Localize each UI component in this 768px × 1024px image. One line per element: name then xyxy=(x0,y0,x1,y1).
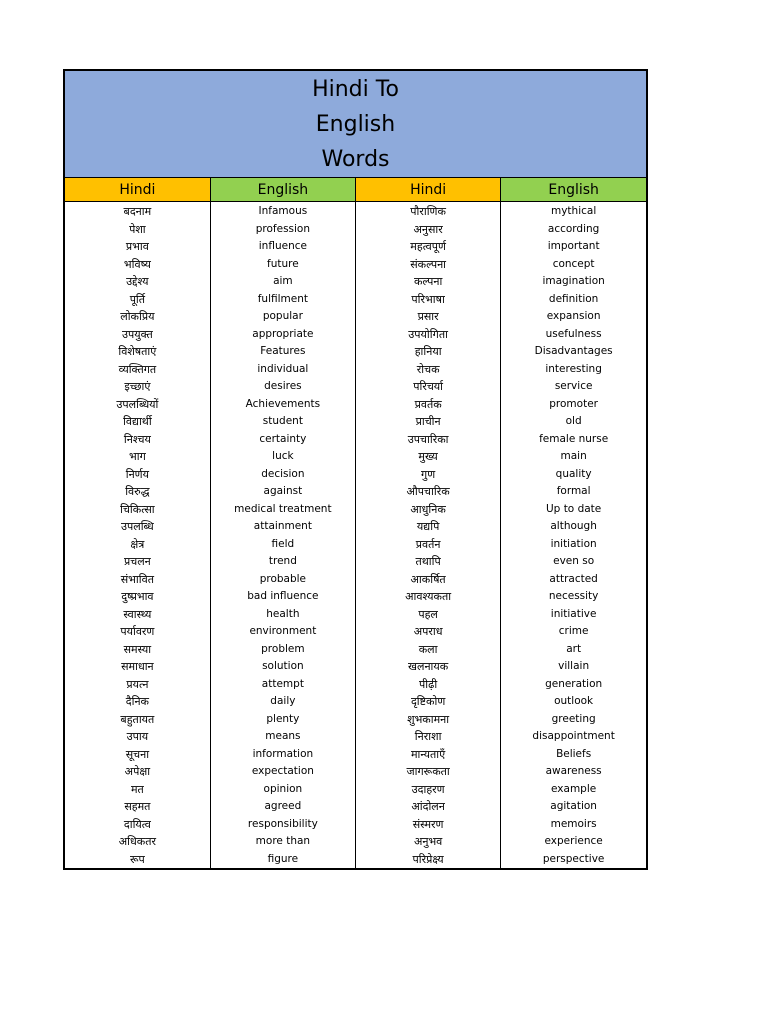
english-word-1: popular xyxy=(210,308,355,326)
hindi-word-1: सूचना xyxy=(125,747,150,761)
english-word-1: certainty xyxy=(210,431,355,449)
hindi-word-1: इच्छाएं xyxy=(124,380,151,394)
table-row xyxy=(65,851,646,869)
hindi-word-2: परिचर्या xyxy=(356,378,501,396)
english-word-2: old xyxy=(501,413,646,431)
hindi-word-2: प्रसार xyxy=(356,308,501,326)
hindi-word-2: जागरूकता xyxy=(356,763,501,781)
hindi-word-1: विरुद्ध xyxy=(125,485,150,499)
column-header-english-1: English xyxy=(210,178,355,202)
english-word-2: Beliefs xyxy=(501,746,646,764)
english-word-2: art xyxy=(501,641,646,659)
hindi-word-2: अपराध xyxy=(356,623,501,641)
english-word-1: responsibility xyxy=(210,816,355,834)
table-row xyxy=(65,833,646,851)
hindi-word-1: समस्या xyxy=(123,642,152,656)
hindi-word-1: उपलब्धि xyxy=(120,520,154,534)
table-row xyxy=(65,728,646,746)
hindi-word-2: पौराणिक xyxy=(356,202,501,221)
title-line-1: Hindi To xyxy=(312,76,399,102)
english-word-2: imagination xyxy=(501,273,646,291)
english-word-2: perspective xyxy=(501,851,646,869)
table-row xyxy=(65,202,646,221)
english-word-2: mythical xyxy=(501,202,646,221)
english-word-1: student xyxy=(210,413,355,431)
hindi-word-2: महत्वपूर्ण xyxy=(356,238,501,256)
header-row xyxy=(65,178,646,202)
hindi-word-1: मत xyxy=(130,782,144,796)
english-word-1: solution xyxy=(210,658,355,676)
hindi-word-1: प्रयत्न xyxy=(126,677,149,691)
hindi-word-1: भविष्य xyxy=(123,257,151,271)
hindi-word-1: अधिकतर xyxy=(118,835,156,849)
hindi-word-2: मुख्य xyxy=(356,448,501,466)
english-word-2: Disadvantages xyxy=(501,343,646,361)
title-line-3: Words xyxy=(321,146,390,172)
english-word-2: female nurse xyxy=(501,431,646,449)
table-row xyxy=(65,238,646,256)
english-word-2: attracted xyxy=(501,571,646,589)
english-word-1: decision xyxy=(210,466,355,484)
hindi-word-1: स्वास्थ्य xyxy=(123,607,152,621)
hindi-word-1: प्रभाव xyxy=(125,240,149,254)
english-word-1: problem xyxy=(210,641,355,659)
english-word-2: quality xyxy=(501,466,646,484)
hindi-word-2: उदाहरण xyxy=(356,781,501,799)
english-word-1: individual xyxy=(210,361,355,379)
hindi-word-2: दृष्टिकोण xyxy=(356,693,501,711)
english-word-2: generation xyxy=(501,676,646,694)
english-word-1: environment xyxy=(210,623,355,641)
word-table xyxy=(65,178,646,868)
table-row xyxy=(65,746,646,764)
table-row xyxy=(65,781,646,799)
english-word-2: concept xyxy=(501,256,646,274)
english-word-1: information xyxy=(210,746,355,764)
hindi-word-1: विद्यार्थी xyxy=(123,415,152,429)
hindi-word-1: उपयुक्त xyxy=(121,327,153,341)
english-word-2: initiation xyxy=(501,536,646,554)
table-row xyxy=(65,291,646,309)
english-word-2: service xyxy=(501,378,646,396)
hindi-word-1: लोकप्रिय xyxy=(120,310,155,324)
title-banner xyxy=(65,71,646,178)
hindi-word-2: परिभाषा xyxy=(356,291,501,309)
english-word-2: although xyxy=(501,518,646,536)
english-word-2: greeting xyxy=(501,711,646,729)
table-row xyxy=(65,693,646,711)
english-word-1: more than xyxy=(210,833,355,851)
hindi-word-2: उपचारिका xyxy=(356,431,501,449)
table-row xyxy=(65,606,646,624)
english-word-1: trend xyxy=(210,553,355,571)
english-word-1: figure xyxy=(210,851,355,869)
column-header-hindi-1: Hindi xyxy=(65,178,210,202)
table-row xyxy=(65,378,646,396)
english-word-1: opinion xyxy=(210,781,355,799)
hindi-word-2: कल्पना xyxy=(356,273,501,291)
hindi-word-1: उपाय xyxy=(126,730,149,744)
table-row xyxy=(65,711,646,729)
english-word-2: awareness xyxy=(501,763,646,781)
hindi-word-1: पूर्ति xyxy=(129,292,146,306)
english-word-2: initiative xyxy=(501,606,646,624)
english-word-2: villain xyxy=(501,658,646,676)
english-word-1: bad influence xyxy=(210,588,355,606)
hindi-word-1: निर्णय xyxy=(125,467,150,481)
english-word-1: influence xyxy=(210,238,355,256)
english-word-2: even so xyxy=(501,553,646,571)
english-word-1: aim xyxy=(210,273,355,291)
table-row xyxy=(65,448,646,466)
english-word-2: necessity xyxy=(501,588,646,606)
english-word-1: daily xyxy=(210,693,355,711)
hindi-word-2: औपचारिक xyxy=(356,483,501,501)
english-word-2: formal xyxy=(501,483,646,501)
hindi-word-2: गुण xyxy=(356,466,501,484)
hindi-word-2: रोचक xyxy=(356,361,501,379)
table-row xyxy=(65,361,646,379)
english-word-1: probable xyxy=(210,571,355,589)
hindi-word-1: दैनिक xyxy=(125,695,149,709)
hindi-word-2: प्राचीन xyxy=(356,413,501,431)
english-word-1: future xyxy=(210,256,355,274)
hindi-word-2: अनुभव xyxy=(356,833,501,851)
hindi-word-1: निश्चय xyxy=(123,432,151,446)
english-word-1: profession xyxy=(210,221,355,239)
english-word-1: expectation xyxy=(210,763,355,781)
table-row xyxy=(65,343,646,361)
table-row xyxy=(65,588,646,606)
hindi-word-2: आंदोलन xyxy=(356,798,501,816)
hindi-word-1: सहमत xyxy=(124,800,151,814)
english-word-1: against xyxy=(210,483,355,501)
table-row xyxy=(65,221,646,239)
english-word-1: Achievements xyxy=(210,396,355,414)
table-row xyxy=(65,536,646,554)
hindi-word-1: संभावित xyxy=(120,572,154,586)
hindi-word-2: यद्यपि xyxy=(356,518,501,536)
table-row xyxy=(65,273,646,291)
table-row xyxy=(65,396,646,414)
vocabulary-sheet xyxy=(63,69,648,870)
hindi-word-2: हानिया xyxy=(356,343,501,361)
table-row xyxy=(65,483,646,501)
hindi-word-1: भाग xyxy=(128,450,146,464)
hindi-word-1: पर्यावरण xyxy=(120,625,155,639)
hindi-word-1: पेशा xyxy=(129,222,146,236)
english-word-2: promoter xyxy=(501,396,646,414)
english-word-1: desires xyxy=(210,378,355,396)
english-word-1: luck xyxy=(210,448,355,466)
hindi-word-1: अपेक्षा xyxy=(124,765,151,779)
english-word-2: Up to date xyxy=(501,501,646,519)
english-word-2: main xyxy=(501,448,646,466)
table-row xyxy=(65,256,646,274)
english-word-2: interesting xyxy=(501,361,646,379)
english-word-1: attempt xyxy=(210,676,355,694)
hindi-word-2: आवश्यकता xyxy=(356,588,501,606)
hindi-word-1: उपलब्धियों xyxy=(116,397,159,411)
hindi-word-2: शुभकामना xyxy=(356,711,501,729)
hindi-word-2: निराशा xyxy=(356,728,501,746)
hindi-word-2: परिप्रेक्ष्य xyxy=(356,851,501,869)
hindi-word-2: संकल्पना xyxy=(356,256,501,274)
hindi-word-2: उपयोगिता xyxy=(356,326,501,344)
english-word-1: health xyxy=(210,606,355,624)
english-word-2: usefulness xyxy=(501,326,646,344)
hindi-word-2: प्रवर्तन xyxy=(356,536,501,554)
english-word-2: agitation xyxy=(501,798,646,816)
hindi-word-2: संस्मरण xyxy=(356,816,501,834)
english-word-2: outlook xyxy=(501,693,646,711)
hindi-word-2: खलनायक xyxy=(356,658,501,676)
hindi-word-1: रूप xyxy=(129,852,145,866)
hindi-word-2: पीढ़ी xyxy=(356,676,501,694)
column-header-english-2: English xyxy=(501,178,646,202)
title-line-2: English xyxy=(315,111,396,137)
table-row xyxy=(65,676,646,694)
english-word-1: agreed xyxy=(210,798,355,816)
table-row xyxy=(65,641,646,659)
hindi-word-2: प्रवर्तक xyxy=(356,396,501,414)
english-word-2: important xyxy=(501,238,646,256)
table-row xyxy=(65,553,646,571)
hindi-word-2: पहल xyxy=(356,606,501,624)
table-row xyxy=(65,518,646,536)
hindi-word-2: मान्यताएँ xyxy=(356,746,501,764)
english-word-1: fulfilment xyxy=(210,291,355,309)
english-word-1: appropriate xyxy=(210,326,355,344)
hindi-word-1: बदनाम xyxy=(123,205,152,219)
hindi-word-1: प्रचलन xyxy=(123,555,151,569)
english-word-2: example xyxy=(501,781,646,799)
english-word-1: field xyxy=(210,536,355,554)
table-row xyxy=(65,816,646,834)
table-row xyxy=(65,658,646,676)
table-row xyxy=(65,571,646,589)
hindi-word-1: बहुतायत xyxy=(120,712,155,726)
table-row xyxy=(65,326,646,344)
table-row xyxy=(65,413,646,431)
hindi-word-1: उद्देश्य xyxy=(126,275,149,289)
english-word-2: definition xyxy=(501,291,646,309)
table-row xyxy=(65,798,646,816)
hindi-word-1: विशेषताएं xyxy=(118,345,157,359)
english-word-1: medical treatment xyxy=(210,501,355,519)
hindi-word-1: क्षेत्र xyxy=(130,537,145,551)
table-row xyxy=(65,623,646,641)
hindi-word-2: अनुसार xyxy=(356,221,501,239)
english-word-2: disappointment xyxy=(501,728,646,746)
word-rows xyxy=(65,202,646,869)
hindi-word-1: समाधान xyxy=(121,660,154,674)
english-word-2: experience xyxy=(501,833,646,851)
english-word-2: according xyxy=(501,221,646,239)
english-word-1: attainment xyxy=(210,518,355,536)
hindi-word-1: चिकित्सा xyxy=(120,502,155,516)
hindi-word-2: आकर्षित xyxy=(356,571,501,589)
english-word-2: expansion xyxy=(501,308,646,326)
table-row xyxy=(65,308,646,326)
table-row xyxy=(65,501,646,519)
english-word-1: Infamous xyxy=(210,202,355,221)
english-word-1: means xyxy=(210,728,355,746)
column-header-hindi-2: Hindi xyxy=(356,178,501,202)
table-row xyxy=(65,466,646,484)
hindi-word-2: तथापि xyxy=(356,553,501,571)
english-word-2: memoirs xyxy=(501,816,646,834)
hindi-word-1: व्यक्तिगत xyxy=(118,362,157,376)
hindi-word-2: कला xyxy=(356,641,501,659)
english-word-2: crime xyxy=(501,623,646,641)
hindi-word-1: दायित्व xyxy=(123,817,151,831)
hindi-word-1: दुष्प्रभाव xyxy=(121,590,154,604)
table-row xyxy=(65,431,646,449)
hindi-word-2: आधुनिक xyxy=(356,501,501,519)
table-row xyxy=(65,763,646,781)
english-word-1: plenty xyxy=(210,711,355,729)
english-word-1: Features xyxy=(210,343,355,361)
